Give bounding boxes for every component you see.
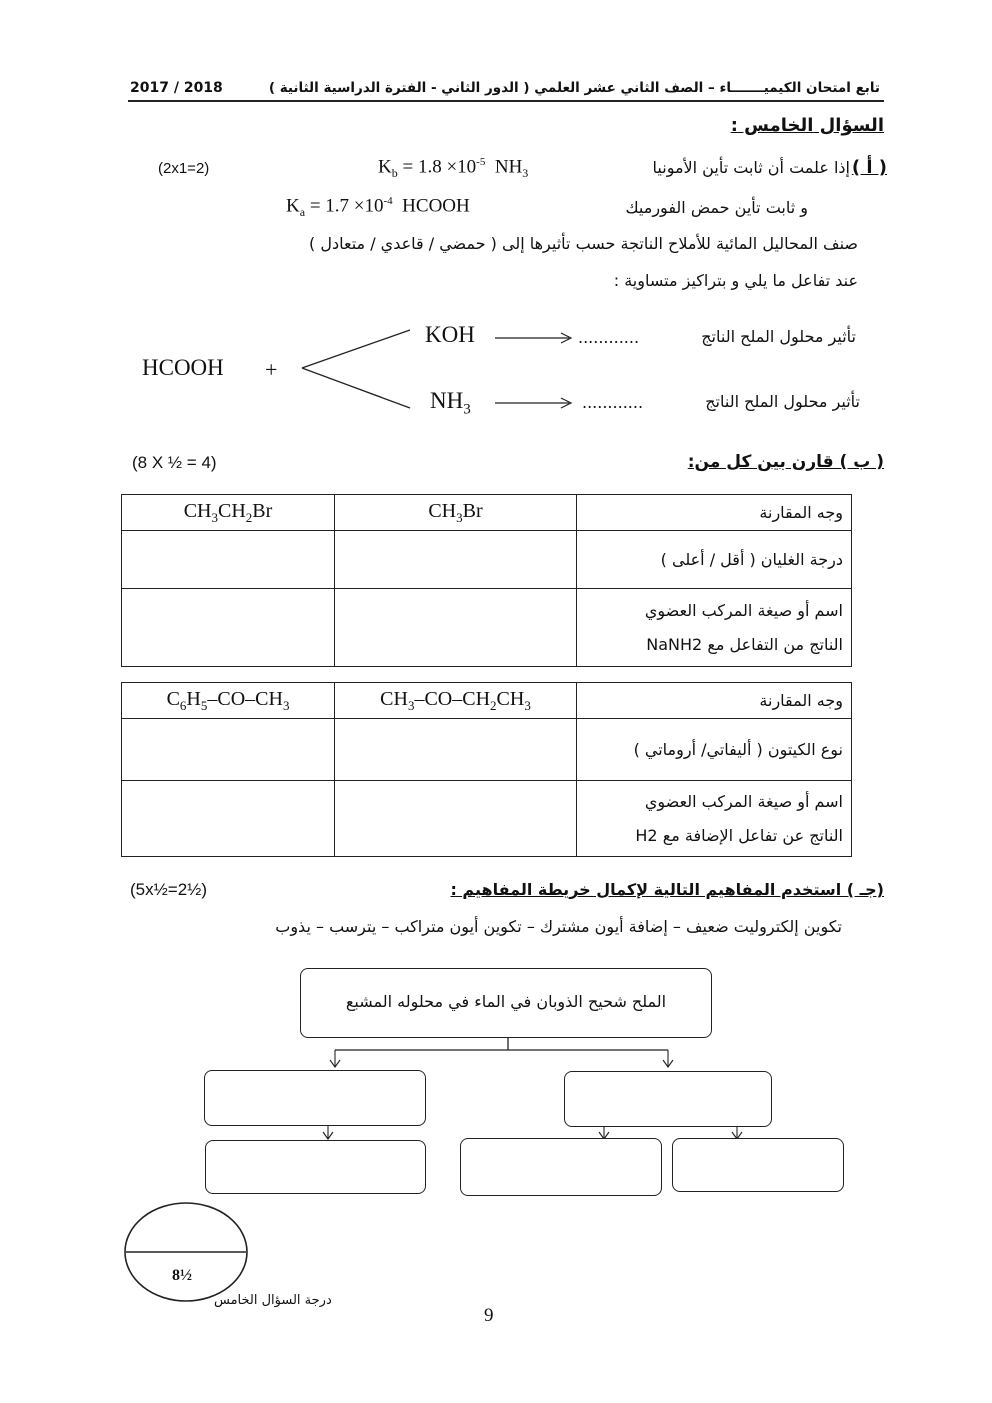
reactant-hcooh: HCOOH (142, 355, 224, 380)
table1-header-ch3br: $CH_3Br$ (335, 495, 577, 531)
table2-header-aspect: وجه المقارنة (577, 683, 852, 719)
part-b-label-text: ( ب ) قارن بين كل من: (687, 452, 884, 472)
concept-box-left-2[interactable] (205, 1140, 426, 1194)
table1-row-product-line1: اسم أو صيغة المركب العضوي (644, 600, 843, 620)
score-value: 8½ (172, 1267, 192, 1284)
part-c-label-text: (جـ ) استخدم المفاهيم التالية لإكمال خريطة المفاهيم : (450, 880, 884, 899)
score-caption: درجة السؤال الخامس (214, 1293, 332, 1308)
question-title: السؤال الخامس : (730, 115, 884, 136)
part-a-instruction2: عند تفاعل ما يلي و بتراكيز متساوية : (613, 271, 858, 290)
concept-box-left-1[interactable] (204, 1070, 426, 1126)
table1-header-aspect: وجه المقارنة (577, 495, 852, 531)
part-c-marks: (5x½=2½) (130, 880, 208, 899)
table1-row-boiling-point: درجة الغليان ( أقل / أعلى ) (577, 531, 852, 589)
header-year: 2017 / 2018 (130, 80, 223, 96)
table2-row-product-line2: الناتج عن تفاعل الإضافة مع H2 (635, 825, 843, 845)
table2-row-product-line1: اسم أو صيغة المركب العضوي (644, 791, 843, 811)
concept-list: تكوين إلكتروليت ضعيف – إضافة أيون مشترك – تكوين أيون متراكب – يترسب – يذوب (275, 917, 842, 936)
part-a-line1: إذا علمت أن ثابت تأين الأمونيا (652, 158, 850, 177)
part-a-marks: (2x1=2) (158, 160, 210, 177)
kb-formula: $K_b = 1.8 \times 10^{-5}$ $NH_3$ (378, 156, 529, 181)
part-b-marks: (8 X ½ = 4) (132, 453, 217, 472)
header-title-text: تابع امتحان الكيميـــــــاء – الصف الثاني عشر العلمي ( الدور الثاني - الفترة الدراسية الثانية ) (268, 80, 880, 96)
plus-sign: + (265, 357, 278, 382)
concept-box-right-1[interactable] (564, 1071, 772, 1127)
table2-header-acetophenone: $C_6H_5-CO-CH_3$ (122, 683, 335, 719)
dots-koh: ............ (578, 328, 640, 347)
dots-nh3: ............ (582, 393, 644, 412)
concept-box-mid-2[interactable] (460, 1138, 662, 1196)
part-a-instruction1: صنف المحاليل المائية للأملاح الناتجة حسب تأثيرها إلى ( حمضي / قاعدي / متعادل ) (309, 234, 858, 253)
part-a-line2: و ثابت تأين حمض الفورميك (625, 198, 808, 217)
base-nh3: $NH_3$ (430, 388, 471, 418)
table2-header-butanone: $CH_3-CO-CH_2CH_3$ (335, 683, 577, 719)
ka-formula: $K_a = 1.7 \times 10^{-4}$ HCOOH (286, 195, 470, 220)
page-number: 9 (484, 1305, 494, 1326)
concept-map-root: الملح شحيح الذوبان في الماء في محلوله المشبع (300, 968, 712, 1038)
part-a-label: ( أ ) (851, 157, 887, 178)
score-circle (122, 1200, 252, 1304)
concept-box-right-2[interactable] (672, 1138, 844, 1192)
table1-row-product-line2: الناتج من التفاعل مع NaNH2 (646, 634, 843, 654)
effect-label-nh3: تأثير محلول الملح الناتج (705, 392, 860, 411)
table2-row-ketone-type: نوع الكيتون ( أليفاتي/ أروماتي ) (577, 719, 852, 781)
base-koh: KOH (425, 322, 475, 347)
table1-header-ch3ch2br: $CH_3CH_2Br$ (122, 495, 335, 531)
effect-label-koh: تأثير محلول الملح الناتج (701, 327, 856, 346)
